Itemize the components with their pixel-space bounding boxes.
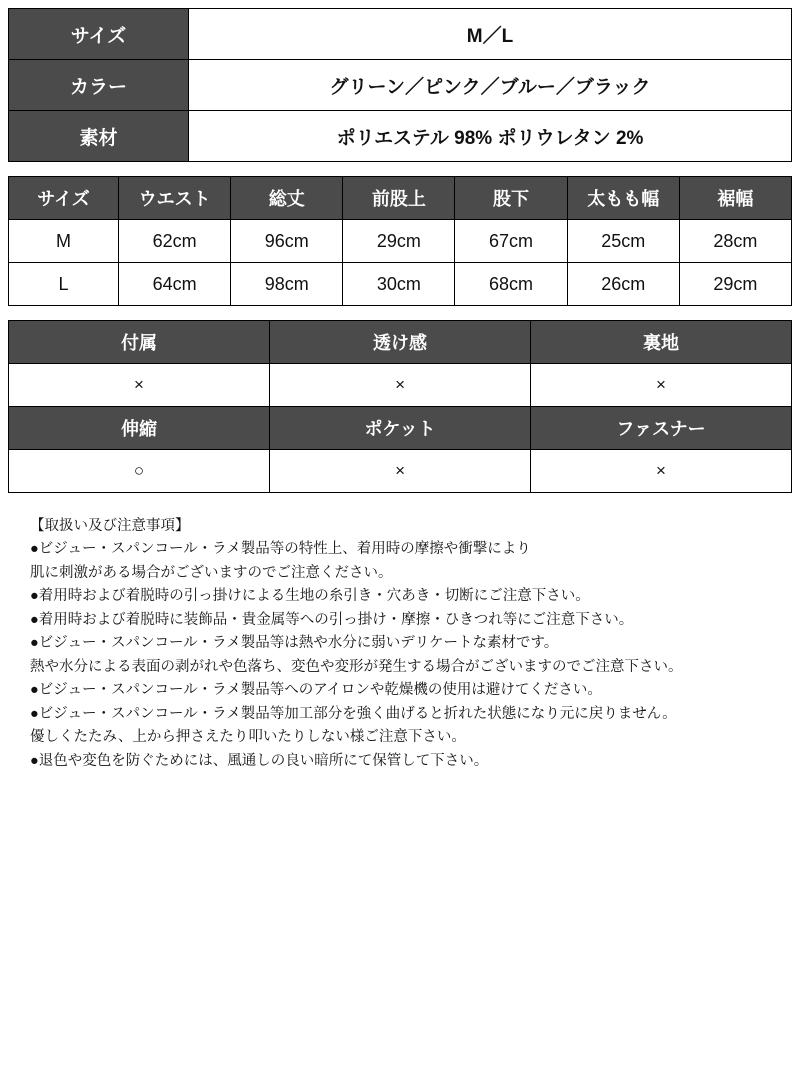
size-cell: 64cm: [119, 263, 231, 306]
attr-value-stretch: ○: [9, 450, 270, 493]
size-cell: 68cm: [455, 263, 567, 306]
table-row: [9, 364, 792, 407]
notes-line: ●着用時および着脱時の引っ掛けによる生地の糸引き・穴あき・切断にご注意下さい。: [30, 588, 590, 605]
care-notes: [30, 515, 792, 773]
spec-value-size: M／L: [189, 9, 792, 60]
spec-label-material: 素材: [9, 111, 189, 162]
attr-header-accessory: 付属: [9, 321, 270, 364]
table-row: [9, 9, 792, 60]
table-row: [9, 450, 792, 493]
table-row: [9, 60, 792, 111]
size-cell: 62cm: [119, 220, 231, 263]
spec-label-size: サイズ: [9, 9, 189, 60]
size-header-inseam: 股下: [455, 177, 567, 220]
size-cell: M: [9, 220, 119, 263]
spec-table: [8, 8, 792, 162]
notes-line: 優しくたたみ、上から押さえたり叩いたりしない様ご注意下さい。: [30, 729, 466, 746]
size-header-size: サイズ: [9, 177, 119, 220]
size-measurement-table: [8, 176, 792, 306]
notes-line: 熱や水分による表面の剥がれや色落ち、変色や変形が発生する場合がございますのでご注意下さい。: [30, 658, 683, 675]
table-row: [9, 220, 792, 263]
attr-header-sheerness: 透け感: [270, 321, 531, 364]
size-header-total-length: 総丈: [231, 177, 343, 220]
size-cell: 29cm: [679, 263, 791, 306]
size-table-header-row: [9, 177, 792, 220]
attribute-table: [8, 320, 792, 493]
notes-line: ●ビジュー・スパンコール・ラメ製品等の特性上、着用時の摩擦や衝撃により: [30, 541, 531, 558]
size-cell: 26cm: [567, 263, 679, 306]
size-header-waist: ウエスト: [119, 177, 231, 220]
notes-line: ●ビジュー・スパンコール・ラメ製品等加工部分を強く曲げると折れた状態になり元に戻りません。: [30, 705, 677, 722]
notes-line: ●退色や変色を防ぐためには、風通しの良い暗所にて保管して下さい。: [30, 752, 489, 769]
size-cell: 96cm: [231, 220, 343, 263]
attr-header-zipper: ファスナー: [531, 407, 792, 450]
spec-label-color: カラー: [9, 60, 189, 111]
attr-value-accessory: ×: [9, 364, 270, 407]
notes-line: ●ビジュー・スパンコール・ラメ製品等は熱や水分に弱いデリケートな素材です。: [30, 635, 559, 652]
size-cell: L: [9, 263, 119, 306]
notes-line: 肌に刺激がある場合がございますのでご注意ください。: [30, 564, 393, 581]
attribute-header-row-2: [9, 407, 792, 450]
attr-header-pocket: ポケット: [270, 407, 531, 450]
spec-value-material: ポリエステル 98% ポリウレタン 2%: [189, 111, 792, 162]
table-row: [9, 111, 792, 162]
attr-value-lining: ×: [531, 364, 792, 407]
notes-line: ●ビジュー・スパンコール・ラメ製品等へのアイロンや乾燥機の使用は避けてください。: [30, 682, 602, 699]
size-cell: 98cm: [231, 263, 343, 306]
size-cell: 29cm: [343, 220, 455, 263]
notes-line: ●着用時および着脱時に装飾品・貴金属等への引っ掛け・摩擦・ひきつれ等にご注意下さい。: [30, 611, 634, 628]
attr-value-zipper: ×: [531, 450, 792, 493]
size-cell: 25cm: [567, 220, 679, 263]
attr-header-stretch: 伸縮: [9, 407, 270, 450]
attribute-header-row-1: [9, 321, 792, 364]
size-header-hem-width: 裾幅: [679, 177, 791, 220]
table-row: [9, 263, 792, 306]
size-cell: 67cm: [455, 220, 567, 263]
size-header-front-rise: 前股上: [343, 177, 455, 220]
spec-value-color: グリーン／ピンク／ブルー／ブラック: [189, 60, 792, 111]
attr-header-lining: 裏地: [531, 321, 792, 364]
attr-value-pocket: ×: [270, 450, 531, 493]
size-cell: 30cm: [343, 263, 455, 306]
size-header-thigh-width: 太もも幅: [567, 177, 679, 220]
attr-value-sheerness: ×: [270, 364, 531, 407]
notes-title: 【取扱い及び注意事項】: [30, 518, 190, 534]
size-cell: 28cm: [679, 220, 791, 263]
